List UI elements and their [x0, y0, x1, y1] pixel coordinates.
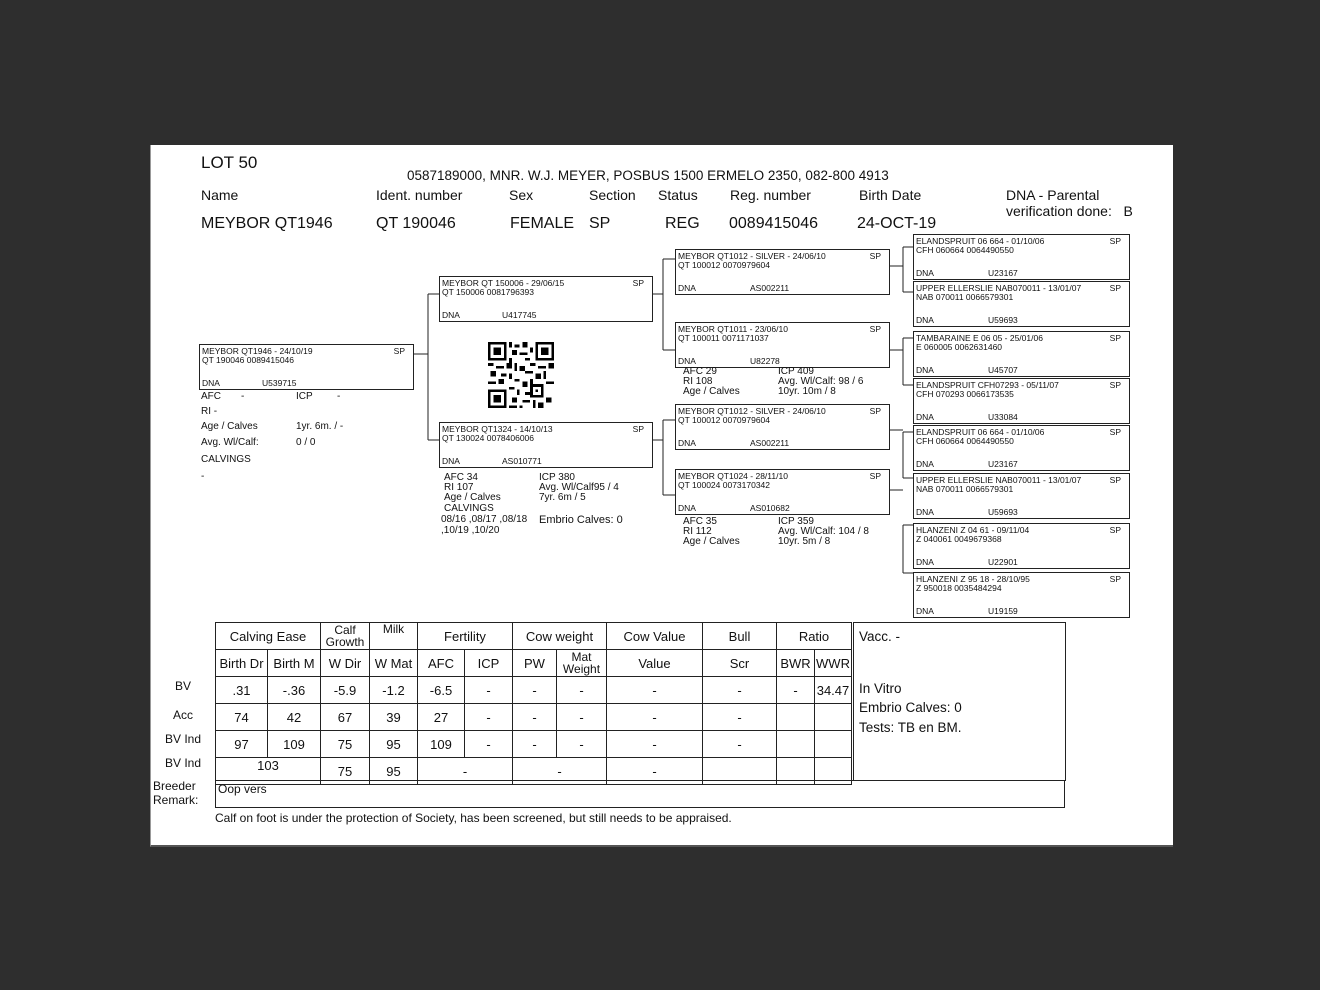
th-birth-m: Birth M — [268, 650, 321, 677]
row-label-bv: BV — [174, 679, 191, 693]
header-birth: Birth Date — [859, 187, 922, 203]
pedigree-gg-6-title: UPPER ELLERSLIE NAB070011 - 13/01/07 — [916, 475, 1082, 485]
pedigree-gg-2-section: SP — [1109, 283, 1121, 293]
table-row-acc — [216, 704, 852, 731]
table-cell: - — [465, 704, 513, 731]
breeder-remark-label — [153, 779, 198, 807]
pedigree-sheet — [150, 145, 1173, 847]
table-cell: - — [513, 704, 557, 731]
animal-reg: 0089415046 — [729, 215, 818, 232]
subject-calvings-label: CALVINGS — [201, 454, 251, 465]
dam-icp: ICP 380 — [539, 472, 575, 483]
table-cell: - — [557, 677, 607, 704]
pedigree-gg-7 — [913, 523, 1130, 569]
sire-dam-age-label: Age / Calves — [683, 386, 740, 397]
pedigree-sire-title: MEYBOR QT 150006 - 29/06/15 — [442, 278, 565, 288]
pedigree-dam-dam-ids: QT 100024 0073170342 — [678, 480, 771, 490]
table-cell: - — [513, 731, 557, 758]
pedigree-gg-3 — [913, 331, 1130, 377]
pedigree-gg-4-ids: CFH 070293 0066173535 — [916, 389, 1014, 399]
table-cell: - — [703, 677, 777, 704]
dam-weight: Avg. Wl/Calf95 / 4 — [539, 482, 619, 493]
pedigree-gg-8-dna-label: DNA — [916, 606, 934, 616]
th-w-dir: W Dir — [321, 650, 370, 677]
pedigree-dam-sire-dna: AS002211 — [750, 438, 790, 448]
header-status: Status — [658, 187, 698, 203]
pedigree-subject-dna-label: DNA — [202, 378, 220, 388]
dam-age: 7yr. 6m / 5 — [539, 492, 586, 503]
table-cell: .31 — [216, 677, 268, 704]
th-calving-ease: Calving Ease — [216, 623, 321, 650]
lot-number: LOT 50 — [201, 153, 258, 172]
breeder-remark-label-2: Remark: — [153, 793, 199, 807]
breeder-remark-label-1: Breeder — [153, 779, 196, 793]
pedigree-dam-sire-section: SP — [869, 406, 881, 416]
table-cell: 95 — [370, 758, 418, 785]
th-milk: Milk — [370, 623, 418, 650]
pedigree-dam-sire-dna-label: DNA — [678, 438, 696, 448]
th-value: Value — [607, 650, 703, 677]
in-vitro-text: In Vitro — [859, 681, 902, 696]
subject-weight-label: Avg. Wl/Calf: — [201, 437, 259, 448]
subject-afc: - — [241, 391, 245, 402]
pedigree-gg-4-title: ELANDSPRUIT CFH07293 - 05/11/07 — [916, 380, 1059, 390]
dam-dam-ri: RI 112 — [683, 526, 712, 537]
pedigree-gg-6-ids: NAB 070011 0066579301 — [916, 484, 1014, 494]
th-pw: PW — [513, 650, 557, 677]
table-cell: 42 — [268, 704, 321, 731]
table-cell: 75 — [321, 758, 370, 785]
table-cell: - — [703, 704, 777, 731]
animal-status: REG — [665, 215, 700, 232]
pedigree-sire-sire-dna-label: DNA — [678, 283, 696, 293]
pedigree-gg-3-dna: U45707 — [988, 365, 1018, 375]
pedigree-gg-6-dna-label: DNA — [916, 507, 934, 517]
dam-dam-age: 10yr. 5m / 8 — [778, 536, 831, 547]
tests-text: Tests: TB en BM. — [859, 720, 962, 735]
dam-dam-afc: AFC 35 — [683, 516, 717, 527]
pedigree-gg-1-ids: CFH 060664 0064490550 — [916, 245, 1014, 255]
subject-age-label: Age / Calves — [201, 421, 258, 432]
pedigree-sire-sire — [675, 249, 890, 295]
pedigree-sire-dam-ids: QT 100011 0071171037 — [678, 333, 769, 343]
pedigree-dam-dna-label: DNA — [442, 456, 460, 466]
table-row-bv — [216, 677, 852, 704]
subject-icp-label: ICP — [296, 391, 313, 402]
th-scr: Scr — [703, 650, 777, 677]
pedigree-gg-6-dna: U59693 — [988, 507, 1018, 517]
table-cell: - — [465, 731, 513, 758]
table-cell — [815, 731, 852, 758]
pedigree-sire-sire-section: SP — [869, 251, 881, 261]
sire-dam-ri: RI 108 — [683, 376, 713, 387]
header-ident: Ident. number — [376, 187, 463, 203]
vaccination-panel — [853, 622, 1066, 781]
pedigree-sire-dam — [675, 322, 890, 368]
table-cell: -5.9 — [321, 677, 370, 704]
pedigree-gg-8-title: HLANZENI Z 95 18 - 28/10/95 — [916, 574, 1030, 584]
pedigree-gg-2 — [913, 281, 1130, 327]
table-cell: - — [607, 704, 703, 731]
table-cell — [777, 731, 815, 758]
pedigree-gg-7-ids: Z 040061 0049679368 — [916, 534, 1002, 544]
pedigree-gg-3-title: TAMBARAINE E 06 05 - 25/01/06 — [916, 333, 1043, 343]
pedigree-gg-3-dna-label: DNA — [916, 365, 934, 375]
header-name: Name — [201, 187, 239, 203]
pedigree-dam-sire-ids: QT 100012 0070979604 — [678, 415, 771, 425]
pedigree-sire-dam-dna: U82278 — [750, 356, 780, 366]
table-cell: 109 — [418, 731, 465, 758]
table-cell — [777, 704, 815, 731]
th-w-mat: W Mat — [370, 650, 418, 677]
vacc-text: Vacc. - — [859, 629, 901, 644]
pedigree-dam-dam-dna: AS010682 — [750, 503, 790, 513]
pedigree-dam-section: SP — [632, 424, 644, 434]
table-cell: 75 — [321, 731, 370, 758]
th-cow-value: Cow Value — [607, 623, 703, 650]
pedigree-gg-4-dna-label: DNA — [916, 412, 934, 422]
subject-calvings: - — [201, 471, 205, 482]
animal-section: SP — [589, 215, 611, 232]
sire-dam-icp: ICP 409 — [778, 366, 814, 377]
dna-verification-label-2: verification done: — [1006, 203, 1112, 219]
pedigree-gg-2-ids: NAB 070011 0066579301 — [916, 292, 1014, 302]
th-bwr: BWR — [777, 650, 815, 677]
pedigree-sire-dam-dna-label: DNA — [678, 356, 696, 366]
animal-birth: 24-OCT-19 — [857, 215, 937, 232]
pedigree-gg-7-dna: U22901 — [988, 557, 1018, 567]
pedigree-gg-8 — [913, 572, 1130, 618]
pedigree-gg-2-dna-label: DNA — [916, 315, 934, 325]
pedigree-sire — [439, 276, 653, 322]
header-reg: Reg. number — [730, 187, 811, 203]
table-cell: 27 — [418, 704, 465, 731]
pedigree-gg-8-ids: Z 950018 0035484294 — [916, 583, 1002, 593]
header-sex: Sex — [509, 187, 534, 203]
pedigree-gg-6 — [913, 473, 1130, 519]
pedigree-sire-sire-dna: AS002211 — [750, 283, 790, 293]
table-cell: 109 — [268, 731, 321, 758]
pedigree-dam-dam-dna-label: DNA — [678, 503, 696, 513]
table-cell: - — [418, 758, 513, 785]
pedigree-gg-5 — [913, 425, 1130, 471]
table-cell: 97 — [216, 731, 268, 758]
table-row-bv-ind — [216, 731, 852, 758]
pedigree-dam-sire — [675, 404, 890, 450]
pedigree-gg-5-dna: U23167 — [988, 459, 1018, 469]
pedigree-sire-section: SP — [632, 278, 644, 288]
pedigree-gg-6-section: SP — [1109, 475, 1121, 485]
pedigree-gg-4 — [913, 378, 1130, 424]
pedigree-gg-2-dna: U59693 — [988, 315, 1018, 325]
pedigree-gg-4-dna: U33084 — [988, 412, 1018, 422]
dam-dam-age-label: Age / Calves — [683, 536, 740, 547]
subject-ri: RI - — [201, 406, 218, 417]
footer-note: Calf on foot is under the protection of Society, has been screened, but still needs to be appraised. — [215, 811, 732, 825]
pedigree-sire-dam-title: MEYBOR QT1011 - 23/06/10 — [678, 324, 788, 334]
dam-dam-icp: ICP 359 — [778, 516, 814, 527]
th-icp: ICP — [465, 650, 513, 677]
pedigree-gg-5-ids: CFH 060664 0064490550 — [916, 436, 1014, 446]
th-cow-weight: Cow weight — [513, 623, 607, 650]
table-cell: - — [607, 758, 703, 785]
animal-ident: QT 190046 — [376, 215, 456, 232]
embrio-calves-text: Embrio Calves: 0 — [859, 700, 962, 715]
dam-dam-weight: Avg. Wl/Calf: 104 / 8 — [778, 526, 869, 537]
table-cell: - — [513, 677, 557, 704]
table-cell: - — [557, 704, 607, 731]
qr-code-icon — [487, 342, 555, 408]
pedigree-gg-7-dna-label: DNA — [916, 557, 934, 567]
sire-dam-afc: AFC 29 — [683, 366, 717, 377]
pedigree-sire-dna-label: DNA — [442, 310, 460, 320]
pedigree-gg-3-ids: E 060005 0062631460 — [916, 342, 1003, 352]
table-cell: 95 — [370, 731, 418, 758]
pedigree-gg-5-dna-label: DNA — [916, 459, 934, 469]
pedigree-gg-8-section: SP — [1109, 574, 1121, 584]
sire-dam-weight: Avg. Wl/Calf: 98 / 6 — [778, 376, 864, 387]
th-mat-weight: Mat Weight — [557, 650, 607, 677]
table-cell: - — [607, 731, 703, 758]
dam-calvings-label: CALVINGS — [444, 503, 494, 514]
pedigree-gg-3-section: SP — [1109, 333, 1121, 343]
dam-age-label: Age / Calves — [444, 492, 501, 503]
th-ratio: Ratio — [777, 623, 852, 650]
table-cell: 34.47 — [815, 677, 852, 704]
dam-embrio: Embrio Calves: 0 — [539, 514, 623, 526]
pedigree-gg-5-section: SP — [1109, 427, 1121, 437]
th-calf-growth: Calf Growth — [321, 623, 370, 650]
row-label-bv-ind-total: BV Ind — [164, 756, 202, 770]
breeding-values-table — [215, 622, 852, 785]
row-label-acc: Acc — [172, 708, 193, 722]
pedigree-dam-ids: QT 130024 0078406006 — [442, 433, 535, 443]
sire-dam-age: 10yr. 10m / 8 — [778, 386, 836, 397]
th-wwr: WWR — [815, 650, 852, 677]
pedigree-gg-2-title: UPPER ELLERSLIE NAB070011 - 13/01/07 — [916, 283, 1082, 293]
table-cell: 103 — [216, 758, 321, 785]
pedigree-subject-title: MEYBOR QT1946 - 24/10/19 — [202, 346, 313, 356]
table-cell: 74 — [216, 704, 268, 731]
animal-sex: FEMALE — [510, 215, 575, 232]
header-section: Section — [589, 187, 636, 203]
pedigree-subject — [199, 344, 414, 390]
table-cell: - — [513, 758, 607, 785]
pedigree-sire-dna: U417745 — [502, 310, 537, 320]
subject-afc-label: AFC — [201, 391, 221, 402]
dna-verification-flag: B — [1123, 203, 1133, 219]
pedigree-sire-sire-ids: QT 100012 0070979604 — [678, 260, 771, 270]
th-afc: AFC — [418, 650, 465, 677]
breeder-contact: 0587189000, MNR. W.J. MEYER, POSBUS 1500 ERMELO 2350, 082-800 4913 — [407, 168, 889, 183]
pedigree-sire-ids: QT 150006 0081796393 — [442, 287, 535, 297]
table-cell: - — [703, 731, 777, 758]
table-cell — [815, 704, 852, 731]
pedigree-sire-dam-section: SP — [869, 324, 881, 334]
pedigree-subject-dna: U539715 — [262, 378, 297, 388]
pedigree-dam-dna: AS010771 — [502, 456, 542, 466]
dam-calvings-2: ,10/19 ,10/20 — [441, 525, 500, 536]
pedigree-gg-1-title: ELANDSPRUIT 06 664 - 01/10/06 — [916, 236, 1045, 246]
pedigree-subject-ids: QT 190046 0089415046 — [202, 355, 295, 365]
th-bull: Bull — [703, 623, 777, 650]
table-cell: - — [777, 677, 815, 704]
pedigree-sire-sire-title: MEYBOR QT1012 - SILVER - 24/06/10 — [678, 251, 826, 261]
pedigree-gg-1-dna: U23167 — [988, 268, 1018, 278]
pedigree-gg-1-dna-label: DNA — [916, 268, 934, 278]
pedigree-gg-4-section: SP — [1109, 380, 1121, 390]
animal-name: MEYBOR QT1946 — [201, 215, 333, 232]
pedigree-dam-dam-section: SP — [869, 471, 881, 481]
table-cell: - — [557, 731, 607, 758]
breeder-remark: Oop vers — [215, 780, 1065, 808]
table-cell: -6.5 — [418, 677, 465, 704]
row-label-bv-ind: BV Ind — [164, 732, 202, 746]
pedigree-dam-dam — [675, 469, 890, 515]
pedigree-dam-title: MEYBOR QT1324 - 14/10/13 — [442, 424, 553, 434]
pedigree-dam-sire-title: MEYBOR QT1012 - SILVER - 24/06/10 — [678, 406, 826, 416]
table-cell: - — [607, 677, 703, 704]
table-cell: -.36 — [268, 677, 321, 704]
pedigree-gg-7-section: SP — [1109, 525, 1121, 535]
dna-verification-label-1: DNA - Parental — [1006, 187, 1100, 203]
pedigree-gg-1-section: SP — [1109, 236, 1121, 246]
dam-afc: AFC 34 — [444, 472, 478, 483]
table-cell: - — [465, 677, 513, 704]
pedigree-dam — [439, 422, 653, 468]
subject-age: 1yr. 6m. / - — [296, 421, 344, 432]
dam-calvings-1: 08/16 ,08/17 ,08/18 — [441, 514, 528, 525]
pedigree-subject-section: SP — [393, 346, 405, 356]
pedigree-gg-1 — [913, 234, 1130, 280]
table-cell: 39 — [370, 704, 418, 731]
pedigree-gg-5-title: ELANDSPRUIT 06 664 - 01/10/06 — [916, 427, 1045, 437]
dam-ri: RI 107 — [444, 482, 474, 493]
table-cell: -1.2 — [370, 677, 418, 704]
pedigree-dam-dam-title: MEYBOR QT1024 - 28/11/10 — [678, 471, 788, 481]
th-birth-dr: Birth Dr — [216, 650, 268, 677]
th-fertility: Fertility — [418, 623, 513, 650]
subject-weight: 0 / 0 — [296, 437, 316, 448]
pedigree-gg-7-title: HLANZENI Z 04 61 - 09/11/04 — [916, 525, 1030, 535]
pedigree-gg-8-dna: U19159 — [988, 606, 1018, 616]
table-cell: 67 — [321, 704, 370, 731]
subject-icp: - — [337, 391, 341, 402]
